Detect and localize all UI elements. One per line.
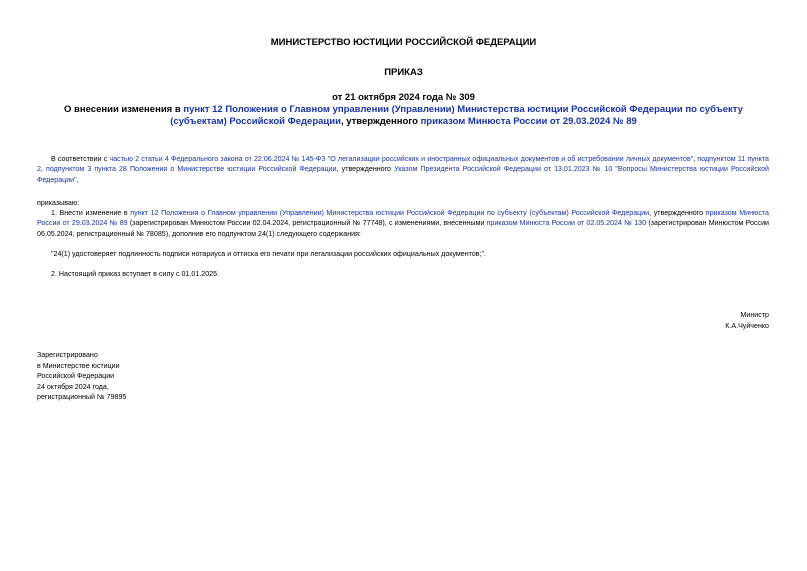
ministry-heading: МИНИСТЕРСТВО ЮСТИЦИИ РОССИЙСКОЙ ФЕДЕРАЦИИ (270, 37, 537, 48)
preamble-text-3: , (40, 165, 46, 174)
link-federal-law-145[interactable]: частью 2 статьи 4 Федерального закона от 22.06.2024 № 145-ФЗ "О легализации российских и иностранных официальных документов и об истребовании личных документов" (109, 155, 694, 163)
registration-line-5: регистрационный № 79895 (37, 393, 127, 401)
item1-text-2: , утвержденного (649, 209, 706, 217)
link-regulation-point-12[interactable]: пункт 12 Положения о Главном управлении (Управлении) Министерства юстиции Российской Федерации по субъекту (субъектам) Российской Федерации (130, 209, 650, 217)
link-order-89[interactable]: приказом Минюста России от 29.03.2024 № 89 (37, 209, 769, 228)
registration-line-1: Зарегистрировано (37, 351, 98, 359)
paragraph-quote: "24(1) удостоверяет подлинность подписи нотариуса и оттиска его печати при легализации российских официальных документов;". (51, 250, 486, 258)
registration-line-4: 24 октября 2024 года, (37, 382, 109, 391)
preamble-text-4: , утвержденного (336, 165, 395, 174)
link-presidential-decree-10[interactable]: Указом Президента Российской Федерации от 13.01.2023 № 10 "Вопросы Министерства юстиции Российской Федерации" (37, 165, 769, 184)
paragraph-item-2: 2. Настоящий приказ вступает в силу с 01.01.2025. (51, 270, 220, 278)
title-link-order-89[interactable]: приказом Минюста России от 29.03.2024 № 89 (420, 116, 637, 127)
link-subpoint-11[interactable]: подпунктом 11 пункта 2 (37, 155, 769, 174)
signature-name: К.А.Чуйченко (725, 322, 769, 330)
preamble-text-5: , (76, 175, 79, 184)
order-heading: ПРИКАЗ (384, 67, 423, 78)
order-verb: приказываю: (37, 199, 80, 207)
registration-line-2: в Министерстве юстиции (37, 361, 120, 370)
preamble-text-2: , (693, 155, 698, 163)
order-date: от 21 октября 2024 года № 309 (332, 92, 475, 103)
title-prefix: О внесении изменения в (64, 104, 184, 115)
link-subpoint-3-point-28[interactable]: подпунктом 3 пункта 28 Положения о Министерстве юстиции Российской Федерации (46, 165, 337, 174)
link-order-130[interactable]: приказом Минюста России от 02.05.2024 № 130 (486, 219, 647, 228)
title-link-regulation-point-12[interactable]: пункт 12 Положения о Главном управлении (Управлении) Министерства юстиции Российской Федерации по субъекту (субъектам) Российской Федерации (170, 104, 743, 127)
paragraph-item-1 (37, 208, 769, 239)
document-title (40, 104, 767, 128)
item1-text-4: (зарегистрирован Минюстом России 06.05.2024, регистрационный № 78085), дополнив его подпунктом 24(1) следующего содержания: (37, 219, 770, 238)
title-middle: , утвержденного (340, 116, 421, 127)
paragraph-preamble (37, 154, 769, 185)
item1-text-3: (зарегистрирован Минюстом России 02.04.2024, регистрационный № 77748), с изменениями, внесенными (127, 219, 487, 228)
item1-text-1: 1. Внести изменение в (51, 209, 131, 217)
signature-position: Министр (740, 311, 769, 319)
preamble-text-1: В соответствии с (51, 155, 110, 163)
registration-line-3: Российской Федерации (37, 372, 115, 380)
